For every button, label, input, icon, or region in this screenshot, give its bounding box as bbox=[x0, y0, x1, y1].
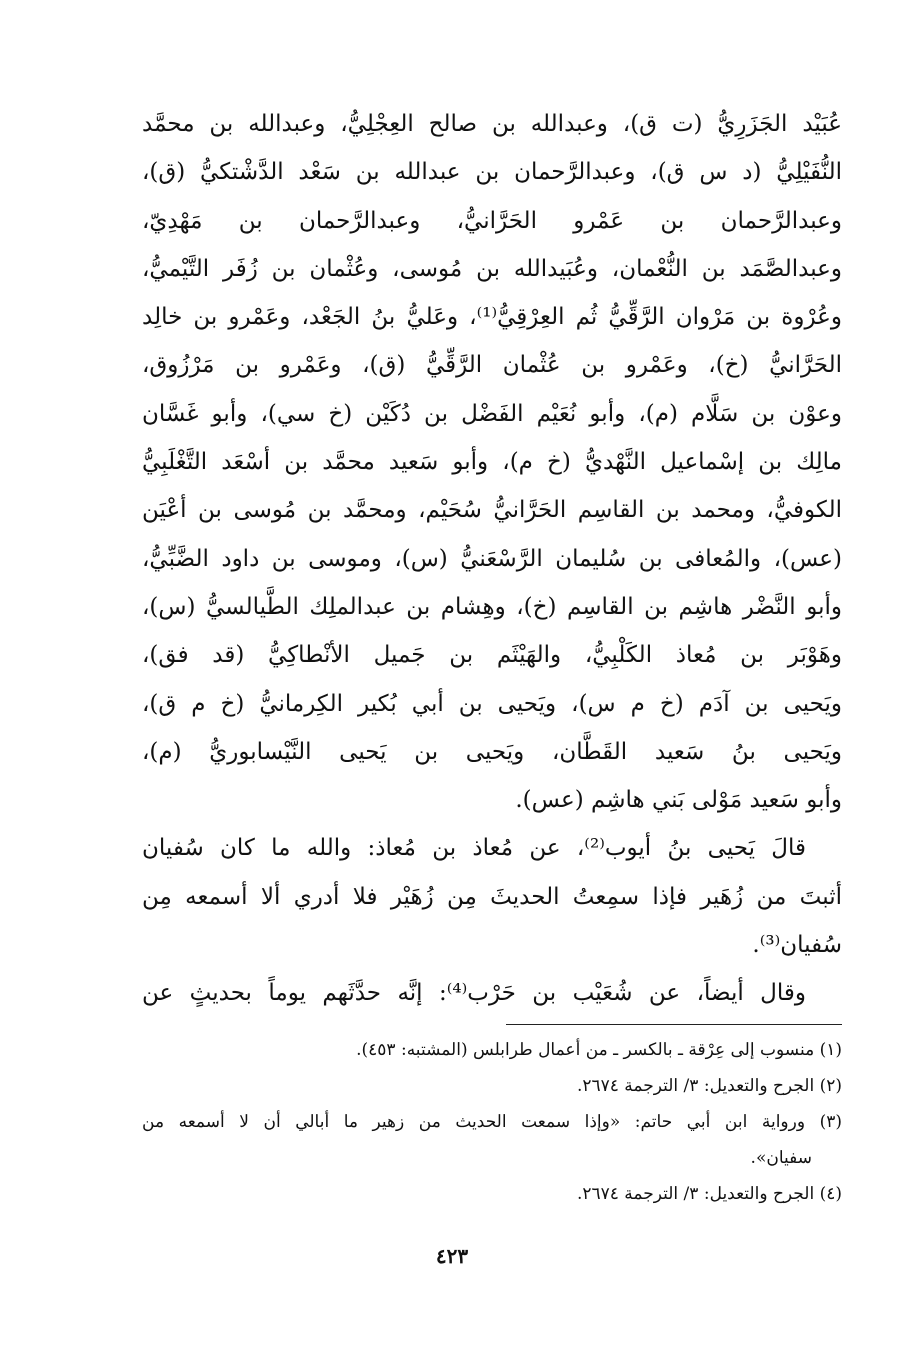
text-line: مالِك بن إسْماعيل النَّهْديُّ (خ م)، وأبو سَعيد محمَّد بن أسْعَد التَّغْلَبِيُّ bbox=[142, 449, 842, 476]
text-line: وقال أيضاً، عن شُعَيْب بن حَرْب⁽⁴⁾: إنَّه حدَّثَهم يوماً بحديثٍ عن bbox=[142, 980, 806, 1007]
text-line: (عس)، والمُعافى بن سُليمان الرَّسْعَنيُّ (س)، وموسى بن داود الضَّبِّيُّ، bbox=[142, 545, 842, 572]
text-line: وعوْن بن سَلَّام (م)، وأبو نُعَيْم الفَضْل بن دُكَيْن (خ سي)، وأبو غَسَّان bbox=[142, 400, 842, 427]
footnote-1: (١) منسوب إلى عِرْقة ـ بالكسر ـ من أعمال طرابلس (المشتبه: ٤٥٣). bbox=[356, 1040, 842, 1060]
footnote-3-continuation: سفيان». bbox=[750, 1148, 812, 1168]
text-line: وعُرْوة بن مَرْوان الرَّقِّيُّ ثُم العِرْقِيُّ⁽¹⁾، وعَليُّ بنُ الجَعْد، وعَمْرو بن خالِد bbox=[142, 304, 842, 331]
footnote-3: (٣) ورواية ابن أبي حاتم: «وإذا سمعت الحديث من زهير ما أبالي أن لا أسمعه من bbox=[142, 1112, 842, 1132]
text-line: وعبدالرَّحمان بن عَمْرو الحَرَّانيُّ، وعبدالرَّحمان بن مَهْدِيّ، bbox=[142, 207, 842, 234]
main-text-block bbox=[142, 100, 842, 1018]
text-line: الحَرَّانيُّ (خ)، وعَمْرو بن عُثْمان الرَّقِّيُّ (ق)، وعَمْرو بن مَرْزُوق، bbox=[142, 352, 842, 379]
text-line: عُبَيْد الجَزَرِيُّ (ت ق)، وعبدالله بن صالح العِجْلِيُّ، وعبدالله بن محمَّد bbox=[142, 111, 842, 137]
text-line: وهَوْبَر بن مُعاذ الكَلْبِيُّ، والهَيْثَم بن جَميل الأنْطاكِيُّ (قد فق)، bbox=[142, 642, 842, 669]
text-line: قالَ يَحيى بنُ أيوب⁽²⁾، عن مُعاذ بن مُعاذ: والله ما كان سُفيان bbox=[142, 835, 807, 862]
footnote-divider bbox=[506, 1024, 842, 1025]
page-number: ٤٢٣ bbox=[435, 1244, 469, 1268]
text-line: النُّفَيْلِيُّ (د س ق)، وعبدالرَّحمان بن عبدالله بن سَعْد الدَّشْتكيُّ (ق)، bbox=[142, 159, 842, 186]
text-line: ويَحيى بن آدَم (خ م س)، ويَحيى بن أبي بُكير الكِرمانيُّ (خ م ق)، bbox=[142, 690, 842, 717]
text-line: وأبو النَّضْر هاشِم بن القاسِم (خ)، وهِشام بن عبدالملِك الطَّيالسيُّ (س)، bbox=[142, 593, 842, 620]
text-line: الكوفيُّ، ومحمد بن القاسِم الحَرَّانيُّ سُحَيْم، ومحمَّد بن مُوسى بن أعْيَن bbox=[142, 497, 842, 524]
footnotes-block bbox=[142, 1032, 842, 1212]
text-line: سُفيان⁽³⁾. bbox=[752, 932, 842, 959]
text-line: وعبدالصَّمَد بن النُّعْمان، وعُبَيدالله بن مُوسى، وعُثْمان بن زُفَر التَّيْميُّ، bbox=[142, 255, 842, 282]
text-line: وأبو سَعيد مَوْلى بَني هاشِم (عس). bbox=[515, 787, 842, 814]
text-line: ويَحيى بنُ سَعيد القَطَّان، ويَحيى بن يَحيى النَّيْسابوريُّ (م)، bbox=[142, 738, 842, 765]
text-line: أثبتَ من زُهَير فإذا سمِعتُ الحديثَ مِن زُهَيْر فلا أدري ألا أسمعه مِن bbox=[142, 883, 842, 910]
footnote-2: (٢) الجرح والتعديل: ٣/ الترجمة ٢٦٧٤. bbox=[576, 1076, 842, 1096]
footnote-4: (٤) الجرح والتعديل: ٣/ الترجمة ٢٦٧٤. bbox=[576, 1184, 842, 1204]
